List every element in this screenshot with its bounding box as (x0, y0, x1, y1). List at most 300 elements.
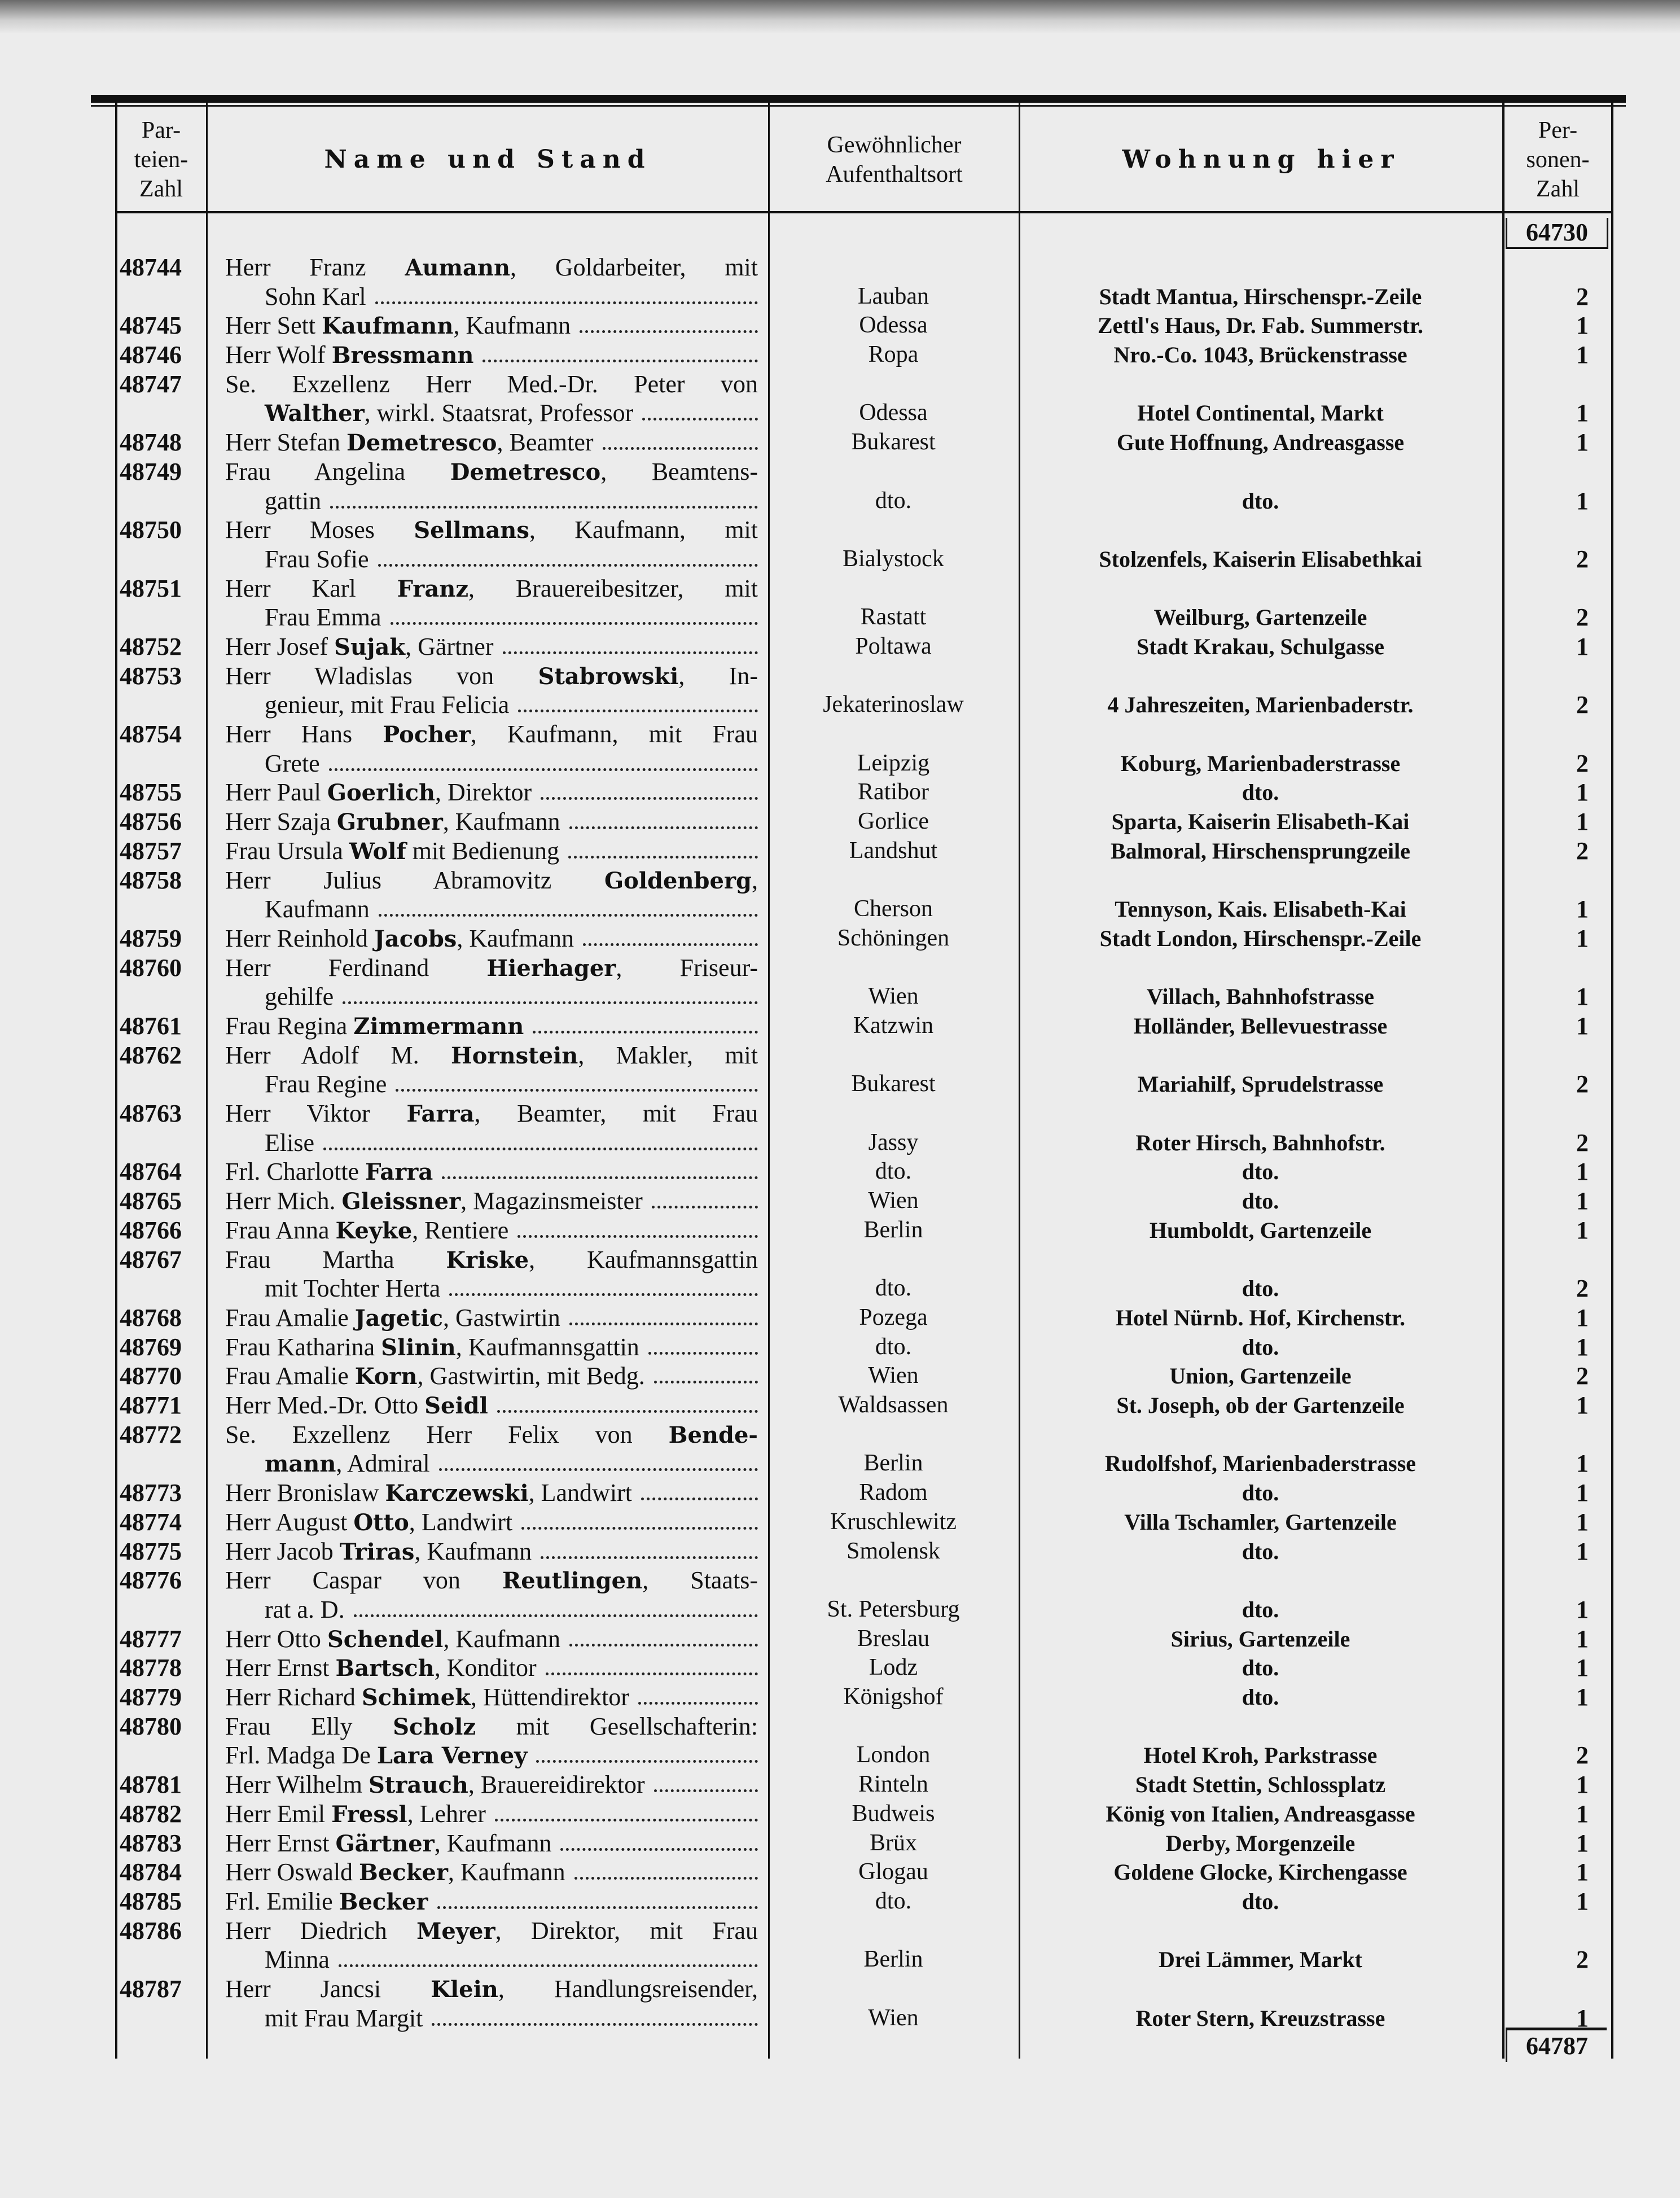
surname: Wolf (349, 838, 406, 865)
top-rule-thin (91, 105, 1626, 107)
name-prefix: Herr Jancsi (225, 1974, 431, 2003)
usual-residence: Glogau (858, 1859, 928, 1885)
name-prefix: Herr Wladislas von (225, 662, 538, 690)
table-row (115, 253, 1611, 311)
name-prefix: Herr Julius Abramovitz (225, 866, 604, 894)
party-number: 48760 (120, 953, 182, 982)
dot-leader (648, 1333, 758, 1355)
surname: Jagetic (354, 1304, 444, 1332)
name-and-status (206, 720, 768, 778)
name-line (225, 340, 758, 370)
scan-edge (0, 0, 1680, 34)
name-prefix: Herr Szaja (225, 808, 337, 836)
name-line (225, 837, 758, 866)
dot-leader (437, 1887, 758, 1909)
persons-count: 1 (1576, 1012, 1589, 1040)
name-line (225, 924, 758, 953)
lodging-here: dto. (1242, 1159, 1279, 1185)
table-row (115, 924, 1611, 953)
lodging-here: Tennyson, Kais. Elisabeth-Kai (1115, 896, 1406, 922)
table-row (115, 662, 1611, 720)
name-suffix: , Direktor (435, 778, 532, 807)
name-line (225, 778, 758, 807)
name-prefix: Frl. Madga De (225, 1741, 377, 1770)
surname: Aumann (405, 255, 511, 281)
lodging-here: dto. (1242, 1684, 1279, 1710)
usual-residence: Wien (868, 2004, 919, 2031)
name-suffix: , Kaufmann, mit Frau (470, 720, 758, 748)
name-line (225, 1887, 758, 1916)
surname: Becker (359, 1859, 448, 1886)
party-number: 48762 (120, 1041, 182, 1069)
party-number: 48767 (120, 1245, 182, 1273)
party-number: 48754 (120, 720, 182, 748)
name-line (225, 1508, 758, 1537)
name-text (225, 370, 758, 399)
dot-leader (654, 1770, 758, 1792)
name-and-status (206, 253, 768, 311)
name-line (225, 1157, 758, 1186)
lodging-here: Gute Hoffnung, Andreasgasse (1116, 430, 1405, 456)
party-number: 48773 (120, 1479, 182, 1507)
dot-leader (546, 1653, 758, 1675)
name-prefix: Frau Elly (225, 1712, 393, 1740)
name-and-status (206, 1303, 768, 1333)
running-total: 64787 (1506, 2028, 1607, 2062)
lodging-here: Holländer, Bellevuestrasse (1133, 1013, 1388, 1039)
header-line: sonen- (1526, 147, 1590, 173)
name-line (225, 1216, 758, 1245)
name-prefix: Herr Viktor (225, 1100, 407, 1128)
name-line (225, 662, 758, 691)
usual-residence: dto. (875, 487, 912, 514)
name-text (225, 1041, 758, 1070)
dot-leader (568, 837, 758, 859)
dot-leader (638, 1683, 758, 1705)
name-text (225, 837, 559, 866)
lodging-here: Stadt Krakau, Schulgasse (1137, 634, 1384, 659)
usual-residence: dto. (875, 1275, 912, 1302)
table-row (115, 311, 1611, 340)
surname: Bende- (668, 1421, 758, 1448)
lodging-here: Hotel Nürnb. Hof, Kirchenstr. (1115, 1304, 1406, 1330)
name-prefix: Herr Karl (225, 574, 397, 602)
name-prefix: Herr Sett (225, 312, 322, 340)
table-row (115, 1216, 1611, 1245)
name-suffix: , Kaufmann (442, 808, 560, 836)
name-and-status (206, 1916, 768, 1974)
usual-residence: Odessa (859, 400, 928, 426)
name-suffix: , In- (678, 662, 758, 690)
name-text (225, 778, 532, 807)
name-suffix: , Landwirt (528, 1479, 632, 1507)
name-and-status (206, 574, 768, 632)
name-prefix: mit Tochter Herta (265, 1275, 441, 1303)
usual-residence: Katzwin (853, 1013, 934, 1039)
name-text (265, 1595, 345, 1625)
name-prefix: Herr Ernst (225, 1654, 336, 1682)
name-suffix: , Gastwirtin, mit Bedg. (417, 1362, 645, 1390)
name-text (225, 1186, 643, 1216)
surname: Becker (339, 1888, 428, 1915)
name-text (225, 1391, 488, 1420)
lodging-here: dto. (1242, 1888, 1279, 1914)
name-line (225, 1391, 758, 1420)
name-suffix: , Hüttendirektor (470, 1683, 629, 1711)
name-text (225, 1799, 486, 1829)
name-line (225, 1186, 758, 1216)
dot-leader (569, 1303, 758, 1325)
name-and-status (206, 1041, 768, 1099)
persons-count: 1 (1576, 1508, 1589, 1536)
name-prefix: Se. Exzellenz Herr Felix von (225, 1420, 669, 1448)
lodging-here: Humboldt, Gartenzeile (1149, 1217, 1372, 1243)
dot-leader (329, 749, 758, 771)
persons-count: 1 (1576, 1303, 1589, 1332)
name-text (225, 1741, 527, 1770)
name-prefix: Elise (265, 1128, 314, 1157)
name-text (225, 1303, 560, 1333)
party-number: 48774 (120, 1508, 182, 1536)
usual-residence: London (856, 1742, 931, 1768)
surname: Goldenberg (604, 867, 752, 894)
lodging-here: dto. (1242, 1480, 1279, 1506)
lodging-here: dto. (1242, 1538, 1279, 1564)
lodging-here: St. Joseph, ob der Gartenzeile (1116, 1393, 1405, 1418)
party-number: 48763 (120, 1100, 182, 1128)
name-line (225, 749, 758, 778)
table-row (115, 1333, 1611, 1362)
name-prefix: Herr Oswald (225, 1858, 359, 1886)
name-line (225, 720, 758, 749)
persons-count: 1 (1576, 1537, 1589, 1565)
table-row (115, 1683, 1611, 1712)
name-line (225, 1012, 758, 1041)
party-number: 48764 (120, 1158, 182, 1186)
name-line (225, 487, 758, 516)
name-and-status (206, 515, 768, 573)
name-text (265, 1945, 330, 1974)
surname: Seidl (424, 1393, 488, 1420)
name-text (225, 311, 571, 340)
name-and-status (206, 1974, 768, 2033)
surname: Demetresco (346, 430, 497, 457)
dot-leader (495, 1799, 758, 1822)
name-suffix: , (752, 866, 758, 894)
name-and-status (206, 1537, 768, 1566)
name-text (225, 720, 758, 749)
surname: Gärtner (335, 1830, 435, 1857)
party-number: 48775 (120, 1537, 182, 1565)
lodging-here: Villa Tschamler, Gartenzeile (1124, 1509, 1397, 1535)
usual-residence: dto. (875, 1333, 912, 1360)
party-number: 48747 (120, 370, 182, 398)
lodging-here: Hotel Kroh, Parkstrasse (1143, 1742, 1378, 1768)
name-line (225, 807, 758, 837)
name-and-status (206, 370, 768, 428)
lodging-here: dto. (1242, 1188, 1279, 1214)
party-number: 48746 (120, 341, 182, 369)
dot-leader (517, 1216, 758, 1238)
table-row (115, 428, 1611, 457)
persons-count: 1 (1576, 778, 1589, 807)
table-row (115, 515, 1611, 573)
name-suffix: , wirkl. Staatsrat, Professor (364, 399, 634, 427)
name-line (225, 457, 758, 487)
surname: Scholz (393, 1713, 476, 1740)
name-prefix: Herr Ernst (225, 1829, 336, 1857)
name-and-status (206, 1391, 768, 1420)
name-line (225, 1449, 758, 1478)
surname: Kaufmann (322, 313, 454, 340)
persons-count: 2 (1576, 1741, 1589, 1770)
surname: Klein (431, 1976, 498, 2003)
name-line (225, 1478, 758, 1508)
usual-residence: Ropa (868, 341, 919, 368)
name-prefix: gattin (265, 487, 322, 515)
persons-count: 2 (1576, 691, 1589, 719)
name-prefix: Frl. Charlotte (225, 1158, 366, 1186)
persons-count: 1 (1576, 633, 1589, 660)
name-line (225, 1916, 758, 1946)
dot-leader (482, 340, 758, 362)
persons-count: 2 (1576, 545, 1589, 573)
name-text (265, 749, 320, 778)
dot-leader (560, 1829, 758, 1851)
table-row (115, 1537, 1611, 1566)
name-prefix: genieur, mit Frau Felicia (265, 691, 510, 719)
name-and-status (206, 1858, 768, 1887)
name-and-status (206, 1829, 768, 1858)
table-row (115, 1157, 1611, 1186)
usual-residence: Schöningen (837, 925, 950, 951)
name-prefix: Frau Martha (225, 1245, 446, 1273)
party-number: 48771 (120, 1391, 182, 1420)
usual-residence: Radom (859, 1479, 928, 1506)
persons-count: 1 (1576, 1158, 1589, 1186)
name-and-status (206, 866, 768, 924)
name-and-status (206, 1799, 768, 1829)
surname: Goerlich (327, 780, 436, 807)
lodging-here: König von Italien, Andreasgasse (1106, 1801, 1415, 1827)
name-prefix: Frau Emma (265, 603, 381, 632)
name-prefix: gehilfe (265, 983, 334, 1011)
name-line (225, 953, 758, 983)
name-and-status (206, 1887, 768, 1916)
persons-count: 1 (1576, 1858, 1589, 1886)
dot-leader (574, 1858, 758, 1880)
dot-leader (541, 1537, 758, 1559)
surname: Schimek (361, 1684, 471, 1711)
name-suffix: , Beamtens- (600, 457, 758, 485)
surname: Kriske (446, 1246, 529, 1273)
name-text (225, 632, 494, 662)
name-text (265, 399, 633, 428)
surname: Keyke (335, 1217, 413, 1244)
name-line (225, 895, 758, 924)
name-text (225, 1420, 758, 1450)
usual-residence: Jassy (868, 1129, 919, 1155)
table-row (115, 1712, 1611, 1770)
dot-leader (379, 895, 758, 917)
dot-leader (569, 1625, 758, 1647)
name-prefix: Grete (265, 749, 320, 777)
surname: Lara Verney (376, 1742, 528, 1770)
name-line (225, 1974, 758, 2004)
name-text (225, 1887, 428, 1916)
dot-leader (339, 1945, 758, 1967)
persons-count: 1 (1576, 1595, 1589, 1623)
usual-residence: Berlin (863, 1450, 923, 1477)
usual-residence: Odessa (859, 312, 928, 339)
dot-leader (652, 1186, 758, 1209)
name-suffix: , Kaufmannsgattin (455, 1333, 639, 1361)
usual-residence: Leipzig (857, 750, 930, 776)
name-text (265, 545, 369, 574)
name-line (225, 1858, 758, 1887)
name-prefix: Minna (265, 1946, 330, 1974)
dot-leader (396, 1070, 758, 1092)
dot-leader (497, 1391, 758, 1413)
name-text (225, 515, 758, 545)
name-and-status (206, 1508, 768, 1537)
name-prefix: Herr Otto (225, 1625, 327, 1653)
surname: Demetresco (450, 458, 601, 485)
dot-leader (533, 1012, 758, 1034)
surname: Walther (265, 400, 365, 427)
name-prefix: Frau Amalie (225, 1362, 355, 1390)
party-number: 48782 (120, 1799, 182, 1828)
lodging-here: Goldene Glocke, Kirchengasse (1113, 1859, 1407, 1885)
name-prefix: Kaufmann (265, 895, 370, 923)
name-line (225, 515, 758, 545)
carry-over-count: 64730 (1506, 218, 1608, 249)
name-line (225, 370, 758, 399)
lodging-here: Balmoral, Hirschensprungzeile (1110, 838, 1411, 864)
party-number: 48752 (120, 632, 182, 660)
name-text (225, 1770, 645, 1799)
table-row (115, 1041, 1611, 1099)
usual-residence: dto. (875, 1158, 912, 1185)
persons-count: 1 (1576, 341, 1589, 369)
name-line (225, 253, 758, 282)
name-and-status (206, 1625, 768, 1654)
name-line (225, 1566, 758, 1595)
usual-residence: Wien (868, 983, 919, 1010)
party-number: 48756 (120, 808, 182, 836)
name-and-status (206, 457, 768, 515)
header-parteien-zahl (116, 108, 206, 211)
name-suffix: , Konditor (434, 1654, 537, 1682)
name-text (225, 1683, 629, 1712)
name-text (225, 428, 594, 457)
dot-leader (323, 1128, 758, 1150)
name-line (225, 982, 758, 1012)
name-suffix: , Handlungsreisender, (498, 1974, 758, 2003)
lodging-here: Roter Stern, Kreuzstrasse (1135, 2005, 1385, 2031)
name-and-status (206, 1186, 768, 1216)
table-row (115, 1361, 1611, 1391)
surname: Grubner (336, 809, 443, 836)
lodging-here: Union, Gartenzeile (1169, 1363, 1352, 1389)
party-number: 48765 (120, 1187, 182, 1215)
lodging-here: Stadt Stettin, Schlossplatz (1135, 1772, 1386, 1798)
table-row (115, 1245, 1611, 1303)
header-line: Per- (1538, 117, 1578, 143)
surname: Bressmann (331, 342, 474, 369)
name-text (225, 457, 758, 487)
persons-count: 1 (1576, 1187, 1589, 1215)
name-text (225, 1566, 758, 1595)
persons-count: 2 (1576, 603, 1589, 632)
table-right-border (1611, 103, 1613, 2059)
persons-count: 1 (1576, 808, 1589, 836)
surname: Stabrowski (538, 663, 679, 690)
name-text (225, 1916, 758, 1946)
name-line (225, 1625, 758, 1654)
persons-count: 1 (1576, 983, 1589, 1011)
party-number: 48772 (120, 1420, 182, 1448)
usual-residence: Lodz (868, 1654, 918, 1681)
name-prefix: Herr Richard (225, 1683, 362, 1711)
name-prefix: Frau Angelina (225, 457, 450, 485)
name-line (225, 545, 758, 574)
name-prefix: Herr Emil (225, 1799, 332, 1828)
persons-count: 1 (1576, 924, 1589, 952)
name-text (225, 1333, 639, 1362)
usual-residence: Cherson (854, 896, 933, 922)
surname: Karczewski (385, 1480, 529, 1507)
name-text (265, 982, 334, 1012)
name-text (225, 1361, 645, 1391)
name-text (225, 1858, 565, 1887)
dot-leader (580, 311, 758, 333)
name-line (225, 311, 758, 340)
name-prefix: Herr Josef (225, 632, 335, 660)
name-prefix: Herr Hans (225, 720, 383, 748)
usual-residence: Waldsassen (838, 1392, 949, 1418)
usual-residence: Lauban (858, 283, 929, 309)
name-text (265, 1274, 440, 1303)
table-row (115, 370, 1611, 428)
party-number: 48769 (120, 1333, 182, 1361)
persons-count: 1 (1576, 895, 1589, 923)
surname: Fressl (331, 1801, 407, 1828)
name-line (225, 1420, 758, 1450)
name-text (265, 895, 370, 924)
name-text (225, 1245, 758, 1275)
header-name-und-stand: Name und Stand (324, 145, 652, 174)
name-prefix: Frau Regine (265, 1070, 387, 1098)
name-line (225, 1829, 758, 1858)
persons-count: 1 (1576, 1625, 1589, 1653)
name-suffix: , Staats- (642, 1566, 758, 1595)
persons-count: 2 (1576, 749, 1589, 777)
name-suffix: , Gärtner (405, 632, 494, 660)
name-text (225, 253, 758, 282)
party-number: 48768 (120, 1303, 182, 1332)
name-prefix: Herr Wolf (225, 341, 332, 369)
name-suffix: , Friseur- (616, 953, 758, 982)
lodging-here: Villach, Bahnhofstrasse (1146, 984, 1374, 1010)
header-line: Par- (141, 117, 181, 143)
party-number: 48749 (120, 457, 182, 485)
name-line (225, 1303, 758, 1333)
name-text (225, 1216, 508, 1245)
name-suffix: , Kaufmann, mit (529, 516, 758, 544)
table-row (115, 632, 1611, 662)
surname: Strauch (369, 1772, 468, 1799)
